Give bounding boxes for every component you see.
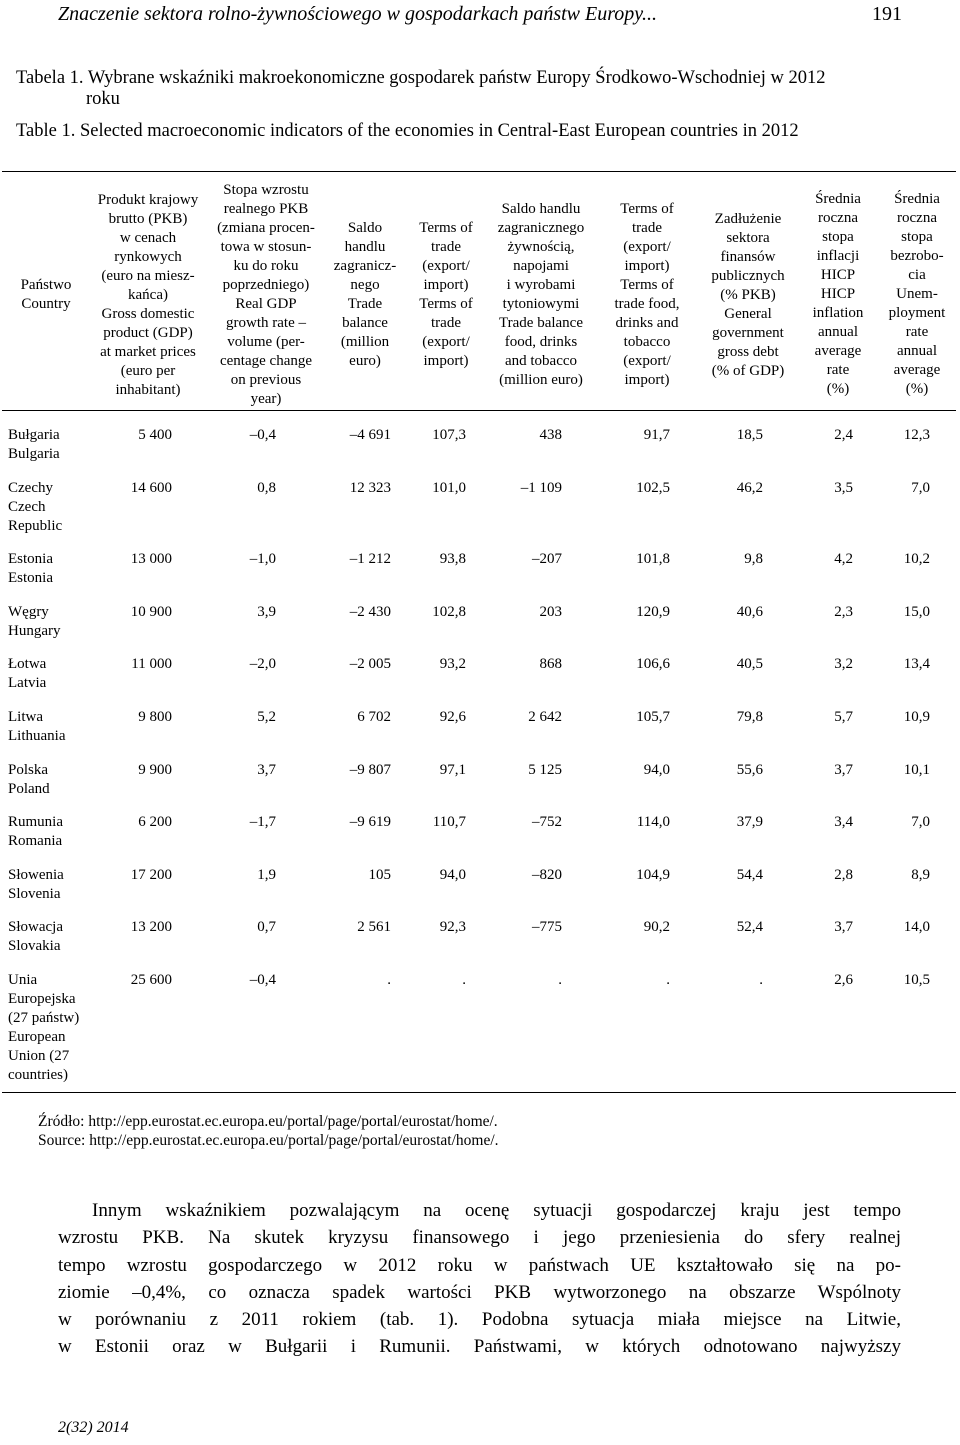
table-cell: 15,0	[903, 604, 930, 620]
table-cell: 102,8	[432, 604, 466, 620]
column-header-line: ku do roku	[233, 258, 299, 274]
table-cell: 8,9	[911, 867, 930, 883]
column-header-line: centage change	[219, 353, 313, 369]
column-header-line: annual	[897, 343, 937, 359]
table-cell: 101,8	[636, 551, 670, 567]
table-cell: 2,6	[834, 972, 853, 988]
column-header-line: (export/	[623, 239, 671, 255]
column-header-line: poprzedniego)	[222, 277, 310, 293]
table-cell: 13,4	[903, 656, 930, 672]
country-name-line: Słowenia	[8, 867, 64, 883]
column-header-line: (export/	[422, 258, 470, 274]
column-header-line: General	[724, 306, 772, 322]
column-header-line: HICP	[820, 286, 856, 302]
table-cell: 0,8	[257, 480, 276, 496]
country-name-line: Poland	[8, 781, 50, 797]
country-name-line: Bułgaria	[8, 427, 60, 443]
table-cell: 5 400	[138, 427, 172, 443]
column-header-line: gross debt	[717, 344, 779, 360]
column-header-line: bezrobo-	[890, 248, 944, 264]
column-header-line: (% PKB)	[720, 287, 776, 303]
country-name-line: Europejska	[8, 991, 76, 1007]
table-cell: –2 005	[349, 656, 391, 672]
column-header-6	[488, 200, 594, 390]
table-cell: 114,0	[636, 814, 670, 830]
column-header-line: product (GDP)	[103, 325, 193, 341]
column-header-line: euro)	[349, 353, 381, 369]
column-header-line: trade	[431, 239, 461, 255]
column-header-line: rate	[905, 324, 929, 340]
table-cell: 3,5	[834, 480, 853, 496]
column-header-line: (%)	[905, 381, 929, 397]
column-header-line: government	[712, 325, 784, 341]
paragraph-line: tempo wzrostu gospodarczego w 2012 roku w państwach UE kształtowało się na po-	[58, 1255, 901, 1276]
table-cell: .	[558, 972, 562, 988]
table-cell: 5 125	[528, 762, 562, 778]
table-cell: 93,2	[439, 656, 466, 672]
table-top-rule	[2, 171, 956, 172]
table-cell: 14,0	[903, 919, 930, 935]
column-header-line: Terms of	[419, 296, 473, 312]
page-number: 191	[872, 3, 902, 25]
table-cell: 3,7	[834, 919, 853, 935]
table-cell: 93,8	[439, 551, 466, 567]
column-header-line: average	[814, 343, 862, 359]
column-header-line: Gross domestic	[101, 306, 195, 322]
table-cell: 5,7	[834, 709, 853, 725]
column-header-line: HICP	[820, 267, 856, 283]
column-header-2	[92, 191, 204, 400]
table-cell: 0,7	[257, 919, 276, 935]
column-header-4	[325, 219, 405, 371]
caption-en: Table 1. Selected macroeconomic indicators of the economies in Central-East European countries in 2012	[16, 121, 799, 141]
table-cell: 3,9	[257, 604, 276, 620]
table-cell: –4 691	[349, 427, 391, 443]
column-header-line: sektora	[726, 230, 770, 246]
table-cell: 3,4	[834, 814, 853, 830]
table-cell: 55,6	[736, 762, 763, 778]
table-cell: 2 642	[528, 709, 562, 725]
column-header-line: nego	[350, 277, 380, 293]
table-cell: 104,9	[636, 867, 670, 883]
column-header-line: trade	[632, 220, 662, 236]
column-header-line: Real GDP	[235, 296, 297, 312]
country-name-line: Estonia	[8, 551, 53, 567]
country-name-line: Rumunia	[8, 814, 63, 830]
table-cell: 3,7	[834, 762, 853, 778]
table-cell: 10,2	[903, 551, 930, 567]
column-header-line: inflation	[812, 305, 864, 321]
column-header-line: rynkowych	[114, 249, 182, 265]
column-header-line: food, drinks	[504, 334, 578, 350]
column-header-3	[208, 181, 324, 409]
table-cell: 120,9	[636, 604, 670, 620]
table-cell: 25 600	[130, 972, 172, 988]
column-header-line: (euro na miesz-	[101, 268, 195, 284]
column-header-line: zagranicznego	[497, 220, 585, 236]
column-header-line: żywnością,	[507, 239, 575, 255]
table-cell: –2,0	[249, 656, 276, 672]
table-cell: 13 200	[130, 919, 172, 935]
column-header-line: inflacji	[816, 248, 860, 264]
country-name-line: countries)	[8, 1067, 68, 1083]
column-header-line: napojami	[513, 258, 569, 274]
column-header-line: at market prices	[100, 344, 196, 360]
table-cell: 91,7	[643, 427, 670, 443]
country-name-line: Węgry	[8, 604, 49, 620]
table-cell: 79,8	[736, 709, 763, 725]
table-cell: 2,3	[834, 604, 853, 620]
table-cell: 2 561	[357, 919, 391, 935]
column-header-line: import)	[423, 353, 469, 369]
column-header-5	[406, 219, 486, 371]
table-cell: 92,6	[439, 709, 466, 725]
table-cell: –9 807	[349, 762, 391, 778]
table-cell: 90,2	[643, 919, 670, 935]
table-cell: –2 430	[349, 604, 391, 620]
table-header-rule	[2, 410, 956, 411]
running-header	[58, 2, 908, 26]
column-header-line: (export/	[422, 334, 470, 350]
table-cell: .	[759, 972, 763, 988]
table-cell: –0,4	[249, 972, 276, 988]
table-bottom-rule	[2, 1092, 956, 1093]
column-header-line: i wyrobami	[506, 277, 576, 293]
table-cell: 9,8	[744, 551, 763, 567]
country-name-line: Lithuania	[8, 728, 66, 744]
column-header-line: zagranicz-	[333, 258, 397, 274]
column-header-line: Terms of	[419, 220, 473, 236]
column-header-line: stopa	[901, 229, 933, 245]
column-header-line: finansów	[720, 249, 776, 265]
country-name-line: Union (27	[8, 1048, 70, 1064]
column-header-line: Trade balance	[499, 315, 583, 331]
column-header-9	[800, 190, 876, 399]
table-cell: –207	[532, 551, 562, 567]
column-header-line: roczna	[818, 210, 858, 226]
source-en: Source: http://epp.eurostat.ec.europa.eu/portal/page/portal/eurostat/home/.	[38, 1132, 499, 1149]
caption-pl-line1: Tabela 1. Wybrane wskaźniki makroekonomiczne gospodarek państw Europy Środkowo-Wschodniej w 2012	[16, 68, 826, 88]
column-header-line: balance	[342, 315, 388, 331]
table-cell: –1 109	[520, 480, 562, 496]
paragraph-line: Innym wskaźnikiem pozwalającym na ocenę sytuacji gospodarczej kraju jest tempo	[92, 1200, 901, 1221]
column-header-line: (export/	[623, 353, 671, 369]
table-cell: 14 600	[130, 480, 172, 496]
country-name-line: (27 państw)	[8, 1010, 80, 1026]
table-cell: 105	[368, 867, 391, 883]
column-header-line: Terms of	[620, 201, 674, 217]
column-header-line: kańca)	[128, 287, 168, 303]
table-cell: 94,0	[643, 762, 670, 778]
column-header-line: handlu	[344, 239, 386, 255]
table-cell: 52,4	[736, 919, 763, 935]
table-cell: 110,7	[432, 814, 466, 830]
paragraph-line: wzrostu PKB. Na skutek kryzysu finansowego i jego przeniesienia do sfery realnej	[58, 1227, 901, 1248]
column-header-line: import)	[624, 258, 670, 274]
column-header-line: stopa	[822, 229, 854, 245]
column-header-line: average	[893, 362, 941, 378]
column-header-line: Country	[21, 296, 71, 312]
table-cell: 5,2	[257, 709, 276, 725]
table-cell: 6 702	[357, 709, 391, 725]
column-header-line: (million	[340, 334, 390, 350]
table-cell: 3,7	[257, 762, 276, 778]
column-header-line: (% of GDP)	[711, 363, 785, 379]
column-header-line: tytoniowymi	[502, 296, 580, 312]
table-cell: 97,1	[439, 762, 466, 778]
column-header-line: Państwo	[20, 277, 72, 293]
table-cell: –820	[532, 867, 562, 883]
column-header-8	[700, 210, 796, 381]
country-name-line: Slovenia	[8, 886, 61, 902]
column-header-line: inhabitant)	[115, 382, 181, 398]
caption-pl-line2: roku	[86, 89, 120, 109]
column-header-line: cia	[908, 267, 926, 283]
country-name-line: Polska	[8, 762, 49, 778]
column-header-line: Unem-	[896, 286, 938, 302]
column-header-line: Saldo handlu	[501, 201, 581, 217]
column-header-line: and tobacco	[504, 353, 578, 369]
column-header-line: (million euro)	[499, 372, 583, 388]
column-header-line: Terms of	[620, 277, 674, 293]
table-cell: –752	[532, 814, 562, 830]
table-cell: .	[666, 972, 670, 988]
table-cell: 13 000	[130, 551, 172, 567]
paragraph-line: w porównaniu z 2011 rokiem (tab. 1). Podobna sytuacja miała miejsce na Litwie,	[58, 1309, 901, 1330]
table-cell: 7,0	[911, 814, 930, 830]
table-cell: 12,3	[903, 427, 930, 443]
table-cell: 868	[539, 656, 562, 672]
table-cell: 17 200	[130, 867, 172, 883]
table-cell: 37,9	[736, 814, 763, 830]
column-header-line: Zadłużenie	[714, 211, 782, 227]
column-header-line: on previous	[230, 372, 302, 388]
column-header-7	[599, 200, 695, 390]
column-header-line: towa w stosun-	[220, 239, 312, 255]
table-cell: 101,0	[432, 480, 466, 496]
table-cell: .	[462, 972, 466, 988]
table-cell: –1,7	[249, 814, 276, 830]
column-header-line: Trade	[347, 296, 383, 312]
column-header-line: (%)	[826, 381, 850, 397]
country-name-line: Czech	[8, 499, 46, 515]
table-cell: 1,9	[257, 867, 276, 883]
country-name-line: Romania	[8, 833, 63, 849]
table-cell: –9 619	[349, 814, 391, 830]
table-cell: 6 200	[138, 814, 172, 830]
column-header-1	[1, 276, 91, 314]
country-name-line: Czechy	[8, 480, 53, 496]
column-header-line: publicznych	[711, 268, 785, 284]
country-name-line: Łotwa	[8, 656, 47, 672]
table-cell: 2,8	[834, 867, 853, 883]
column-header-10	[877, 190, 957, 399]
paragraph-line: w Estonii oraz w Bułgarii i Rumunii. Państwami, w których odnotowano najwyższy	[58, 1336, 901, 1357]
country-name-line: Slovakia	[8, 938, 61, 954]
column-header-line: trade	[431, 315, 461, 331]
column-header-line: Średnia	[894, 191, 940, 207]
column-header-line: import)	[423, 277, 469, 293]
table-cell: 203	[539, 604, 562, 620]
table-cell: 106,6	[636, 656, 670, 672]
table-cell: 107,3	[432, 427, 466, 443]
table-cell: 10,9	[903, 709, 930, 725]
table-cell: 9 900	[138, 762, 172, 778]
table-cell: 10,5	[903, 972, 930, 988]
table-cell: 10,1	[903, 762, 930, 778]
column-header-line: Saldo	[347, 220, 383, 236]
country-name-line: Latvia	[8, 675, 47, 691]
column-header-line: annual	[818, 324, 858, 340]
country-name-line: Bulgaria	[8, 446, 60, 462]
table-cell: 10 900	[130, 604, 172, 620]
column-header-line: drinks and	[615, 315, 679, 331]
table-cell: –0,4	[249, 427, 276, 443]
paragraph-line: ziomie –0,4%, co oznacza spadek wartości PKB wytworzonego na obszarze Wspólnoty	[58, 1282, 901, 1303]
running-header-title: Znaczenie sektora rolno-żywnościowego w gospodarkach państw Europy...	[58, 3, 658, 25]
country-name-line: Litwa	[8, 709, 43, 725]
column-header-line: tobacco	[623, 334, 671, 350]
table-cell: 4,2	[834, 551, 853, 567]
table-cell: 92,3	[439, 919, 466, 935]
table-cell: –1,0	[249, 551, 276, 567]
column-header-line: trade food,	[614, 296, 680, 312]
column-header-line: import)	[624, 372, 670, 388]
table-cell: 105,7	[636, 709, 670, 725]
table-cell: 54,4	[736, 867, 763, 883]
column-header-line: (euro per	[120, 363, 176, 379]
table-cell: 94,0	[439, 867, 466, 883]
column-header-line: ployment	[888, 305, 946, 321]
country-name-line: Republic	[8, 518, 63, 534]
table-cell: 46,2	[736, 480, 763, 496]
country-name-line: Estonia	[8, 570, 53, 586]
table-cell: 11 000	[131, 656, 172, 672]
column-header-line: brutto (PKB)	[108, 211, 188, 227]
column-header-line: Średnia	[815, 191, 861, 207]
column-header-line: realnego PKB	[223, 201, 309, 217]
column-header-line: Stopa wzrostu	[223, 182, 309, 198]
issue-footer: 2(32) 2014	[58, 1419, 129, 1436]
column-header-line: volume (per-	[227, 334, 305, 350]
source-pl: Źródło: http://epp.eurostat.ec.europa.eu/portal/page/portal/eurostat/home/.	[38, 1113, 498, 1130]
table-cell: 2,4	[834, 427, 853, 443]
table-cell: –1 212	[349, 551, 391, 567]
table-cell: 40,5	[736, 656, 763, 672]
country-name-line: Hungary	[8, 623, 61, 639]
table-cell: 40,6	[736, 604, 763, 620]
column-header-line: (zmiana procen-	[217, 220, 315, 236]
column-header-line: year)	[250, 391, 282, 407]
column-header-line: w cenach	[119, 230, 177, 246]
table-cell: 18,5	[736, 427, 763, 443]
table-cell: –775	[532, 919, 562, 935]
table-cell: 9 800	[138, 709, 172, 725]
table-cell: 102,5	[636, 480, 670, 496]
table-cell: 3,2	[834, 656, 853, 672]
table-cell: 12 323	[349, 480, 391, 496]
table-cell: 438	[539, 427, 562, 443]
column-header-line: growth rate –	[226, 315, 306, 331]
table-cell: 7,0	[911, 480, 930, 496]
column-header-line: roczna	[897, 210, 937, 226]
table-cell: .	[387, 972, 391, 988]
country-name-line: Unia	[8, 972, 38, 988]
country-name-line: Słowacja	[8, 919, 63, 935]
country-name-line: European	[8, 1029, 66, 1045]
column-header-line: rate	[826, 362, 850, 378]
column-header-line: Produkt krajowy	[97, 192, 199, 208]
